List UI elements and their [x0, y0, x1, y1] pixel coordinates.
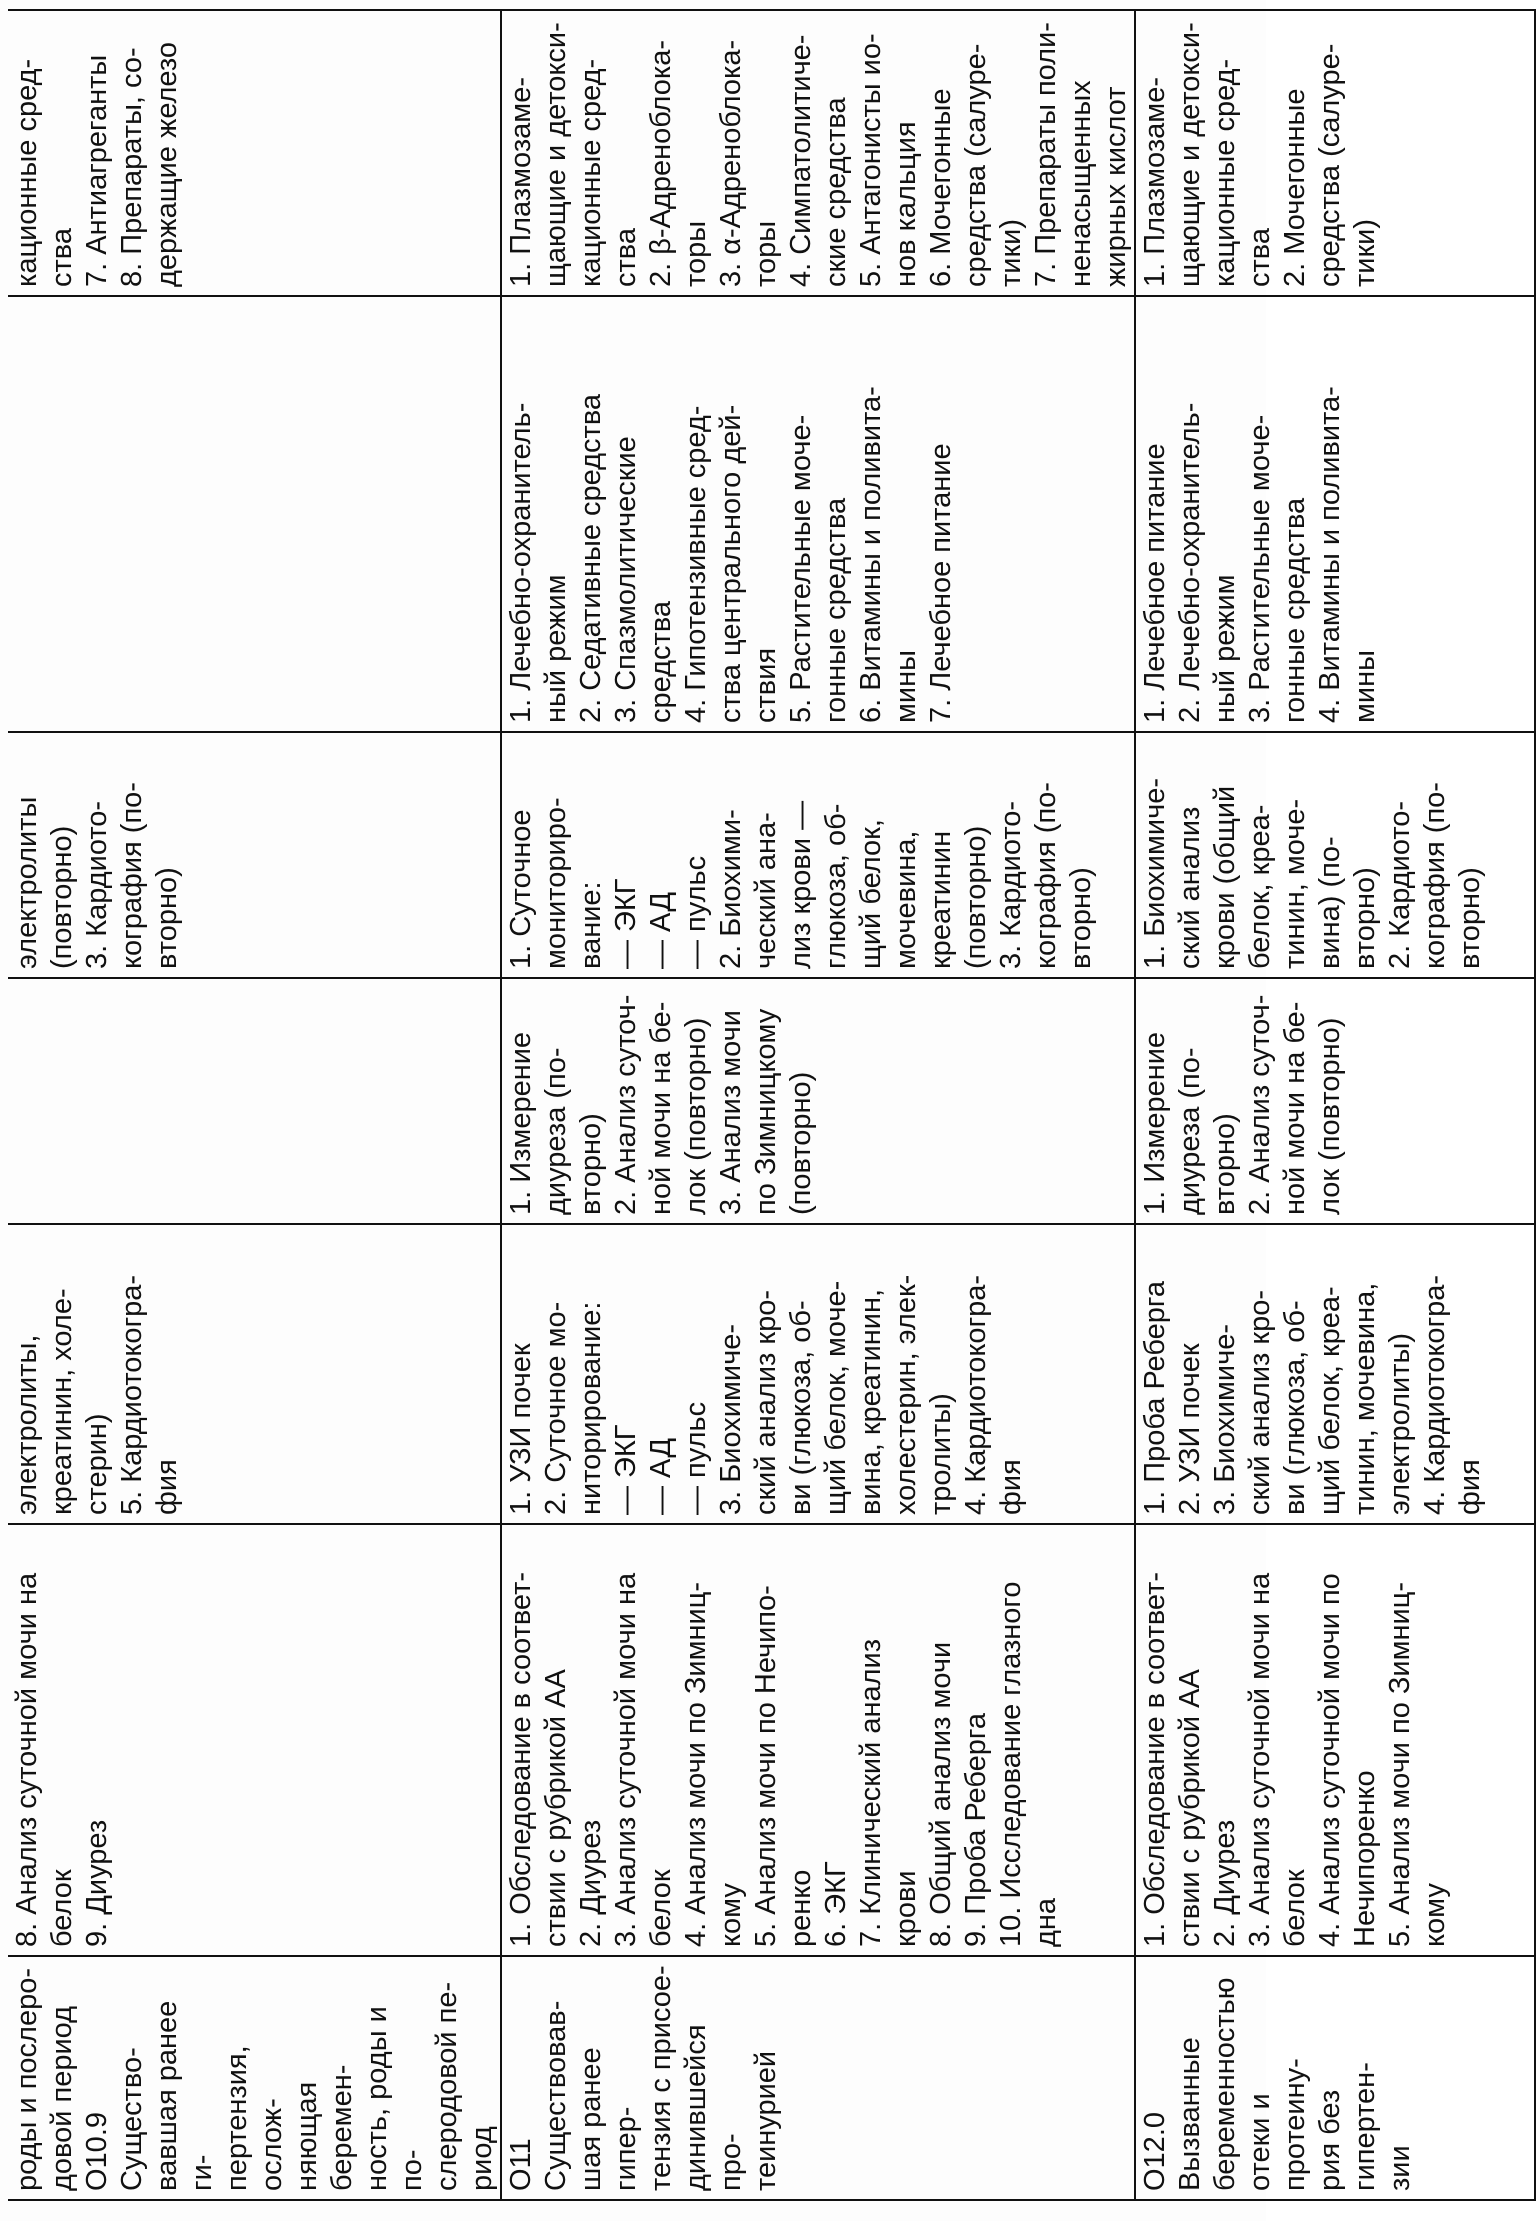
additional-diagnostics-cell: 1. УЗИ почек 2. Суточное мо- ниторирование: — ЭКГ — АД — пульс 3. Биохимиче- ский анализ кро- ви (глюкоза, об- щий белок, моче- вина, креатинин, холестерин, элек- тролиты) 4. Кардиотокогра- фия — [501, 1224, 1135, 1524]
diagnosis-cell: роды и послеро- довой период O10.9 Существо- вавшая ранее ги- пертензия, ослож- няющая беремен- ность, роды и по- слеродовой пе- риод — [8, 1956, 501, 2200]
table-row — [8, 10, 501, 2200]
treatment-main-cell: 1. Лечебно-охранитель- ный режим 2. Седативные средства 3. Спазмолитические средства 4. Гипотензивные сред- ства центрального дей- ствия 5. Растительные моче- гонные средства 6. Витамины и поливита- мины 7. Лечебное питание — [501, 296, 1135, 732]
additional-diagnostics-cell: электролиты, креатинин, холе- стерин) 5. Кардиотокогра- фия — [8, 1224, 501, 1524]
control-main-cell: 1. Измерение диуреза (по- вторно) 2. Анализ суточ- ной мочи на бе- лок (повторно) 3. Анализ мочи по Зимницкому (повторно) — [501, 978, 1135, 1224]
table-row — [501, 10, 1135, 2200]
control-additional-cell: 1. Биохимиче- ский анализ крови (общий белок, креа- тинин, моче- вина) (по- вторно) 2. Кардиото- кография (по- вторно) — [1135, 732, 1535, 978]
diagnostics-cell: 8. Анализ суточной мочи на белок 9. Диурез — [8, 1524, 501, 1956]
diagnostics-cell: 1. Обследование в соответ- ствии с рубрикой АА 2. Диурез 3. Анализ суточной мочи на белок 4. Анализ суточной мочи по Нечипоренко 5. Анализ мочи по Зимниц- кому — [1135, 1524, 1535, 1956]
additional-diagnostics-cell: 1. Проба Реберга 2. УЗИ почек 3. Биохимиче- ский анализ кро- ви (глюкоза, об- щий белок, креа- тинин, мочевина, электролиты) 4. Кардиотокогра- фия — [1135, 1224, 1535, 1524]
diagnosis-cell: O12.0 Вызванные беременностью отеки и протеину- рия без гипертен- зии — [1135, 1956, 1535, 2200]
treatment-additional-cell: кационные сред- ства 7. Антиагреганты 8. Препараты, со- держащие железо — [8, 10, 501, 296]
clinical-protocol-table — [8, 9, 1536, 2201]
treatment-additional-cell: 1. Плазмозаме- щающие и детокси- кационные сред- ства 2. Мочегонные средства (салуре- тики) — [1135, 10, 1535, 296]
table-row — [1135, 10, 1535, 2200]
diagnostics-cell: 1. Обследование в соответ- ствии с рубрикой АА 2. Диурез 3. Анализ суточной мочи на белок 4. Анализ мочи по Зимниц- кому 5. Анализ мочи по Нечипо- ренко 6. ЭКГ 7. Клинический анализ крови 8. Общий анализ мочи 9. Проба Реберга 10. Исследование глазного дна — [501, 1524, 1135, 1956]
control-additional-cell: электролиты (повторно) 3. Кардиото- кография (по- вторно) — [8, 732, 501, 978]
treatment-main-cell — [8, 296, 501, 732]
control-main-cell — [8, 978, 501, 1224]
control-main-cell: 1. Измерение диуреза (по- вторно) 2. Анализ суточ- ной мочи на бе- лок (повторно) — [1135, 978, 1535, 1224]
treatment-main-cell: 1. Лечебное питание 2. Лечебно-охранитель- ный режим 3. Растительные моче- гонные средства 4. Витамины и поливита- мины — [1135, 296, 1535, 732]
control-additional-cell: 1. Суточное мониториро- вание: — ЭКГ — АД — пульс 2. Биохими- ческий ана- лиз крови — глюкоза, об- щий белок, мочевина, креатинин (повторно) 3. Кардиото- кография (по- вторно) — [501, 732, 1135, 978]
diagnosis-cell: O11 Существовав- шая ранее гипер- тензия с присое- динившейся про- теинурией — [501, 1956, 1135, 2200]
treatment-additional-cell: 1. Плазмозаме- щающие и детокси- кационные сред- ства 2. β-Адреноблока- торы 3. α-Адреноблока- торы 4. Симпатолитиче- ские средства 5. Антагонисты ио- нов кальция 6. Мочегонные средства (салуре- тики) 7. Препараты поли- ненасыщенных жирных кислот — [501, 10, 1135, 296]
